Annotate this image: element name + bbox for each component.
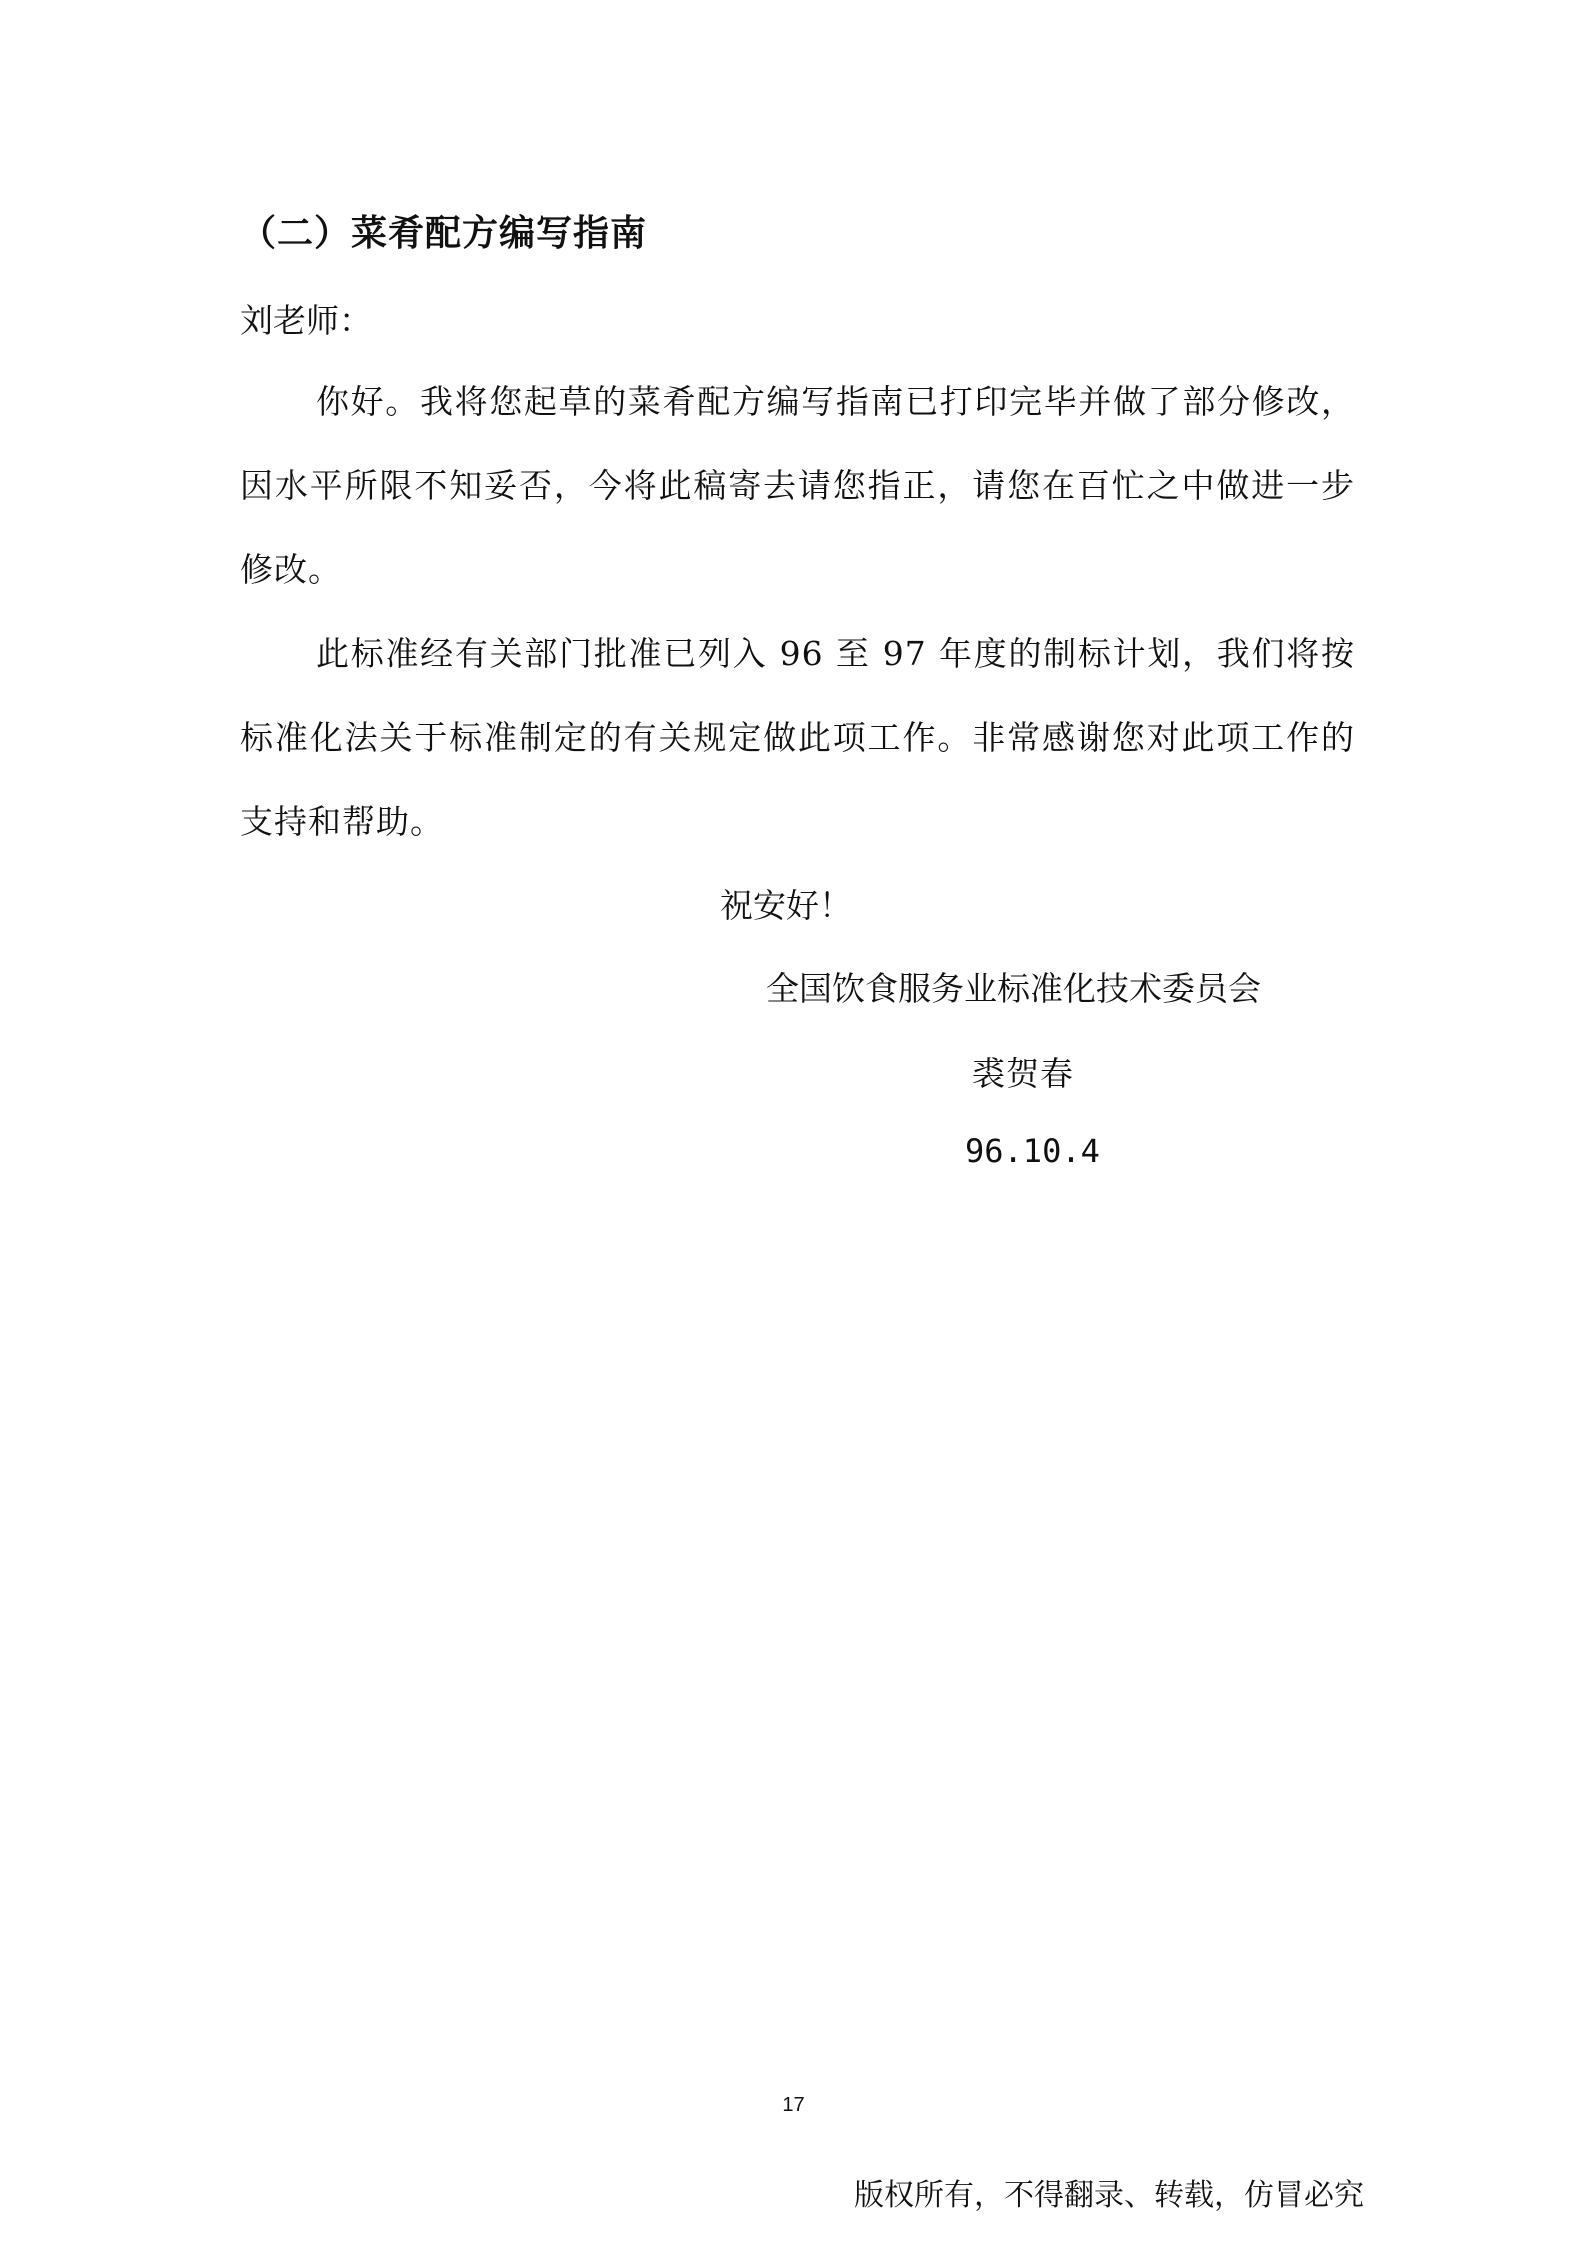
letter-closing: 祝安好！	[720, 886, 852, 925]
copyright-notice: 版权所有，不得翻录、转载，仿冒必究	[854, 2178, 1364, 2213]
signature-organization: 全国饮食服务业标准化技术委员会	[766, 969, 1261, 1008]
page-number: 17	[782, 2094, 805, 2116]
letter-salutation: 刘老师：	[240, 301, 372, 340]
letter-paragraph: 你好。我将您起草的菜肴配方编写指南已打印完毕并做了部分修改，因水平所限不知妥否，今将此稿寄去请您指正，请您在百忙之中做进一步修改。	[240, 382, 1355, 589]
signature-name: 裘贺春	[972, 1054, 1074, 1093]
section-heading: （二）菜肴配方编写指南	[240, 213, 648, 254]
letter-paragraph: 此标准经有关部门批准已列入 96 至 97 年度的制标计划，我们将按标准化法关于标准制定的有关规定做此项工作。非常感谢您对此项工作的支持和帮助。	[240, 634, 1355, 841]
signature-date: 96.10.4	[965, 1132, 1100, 1170]
